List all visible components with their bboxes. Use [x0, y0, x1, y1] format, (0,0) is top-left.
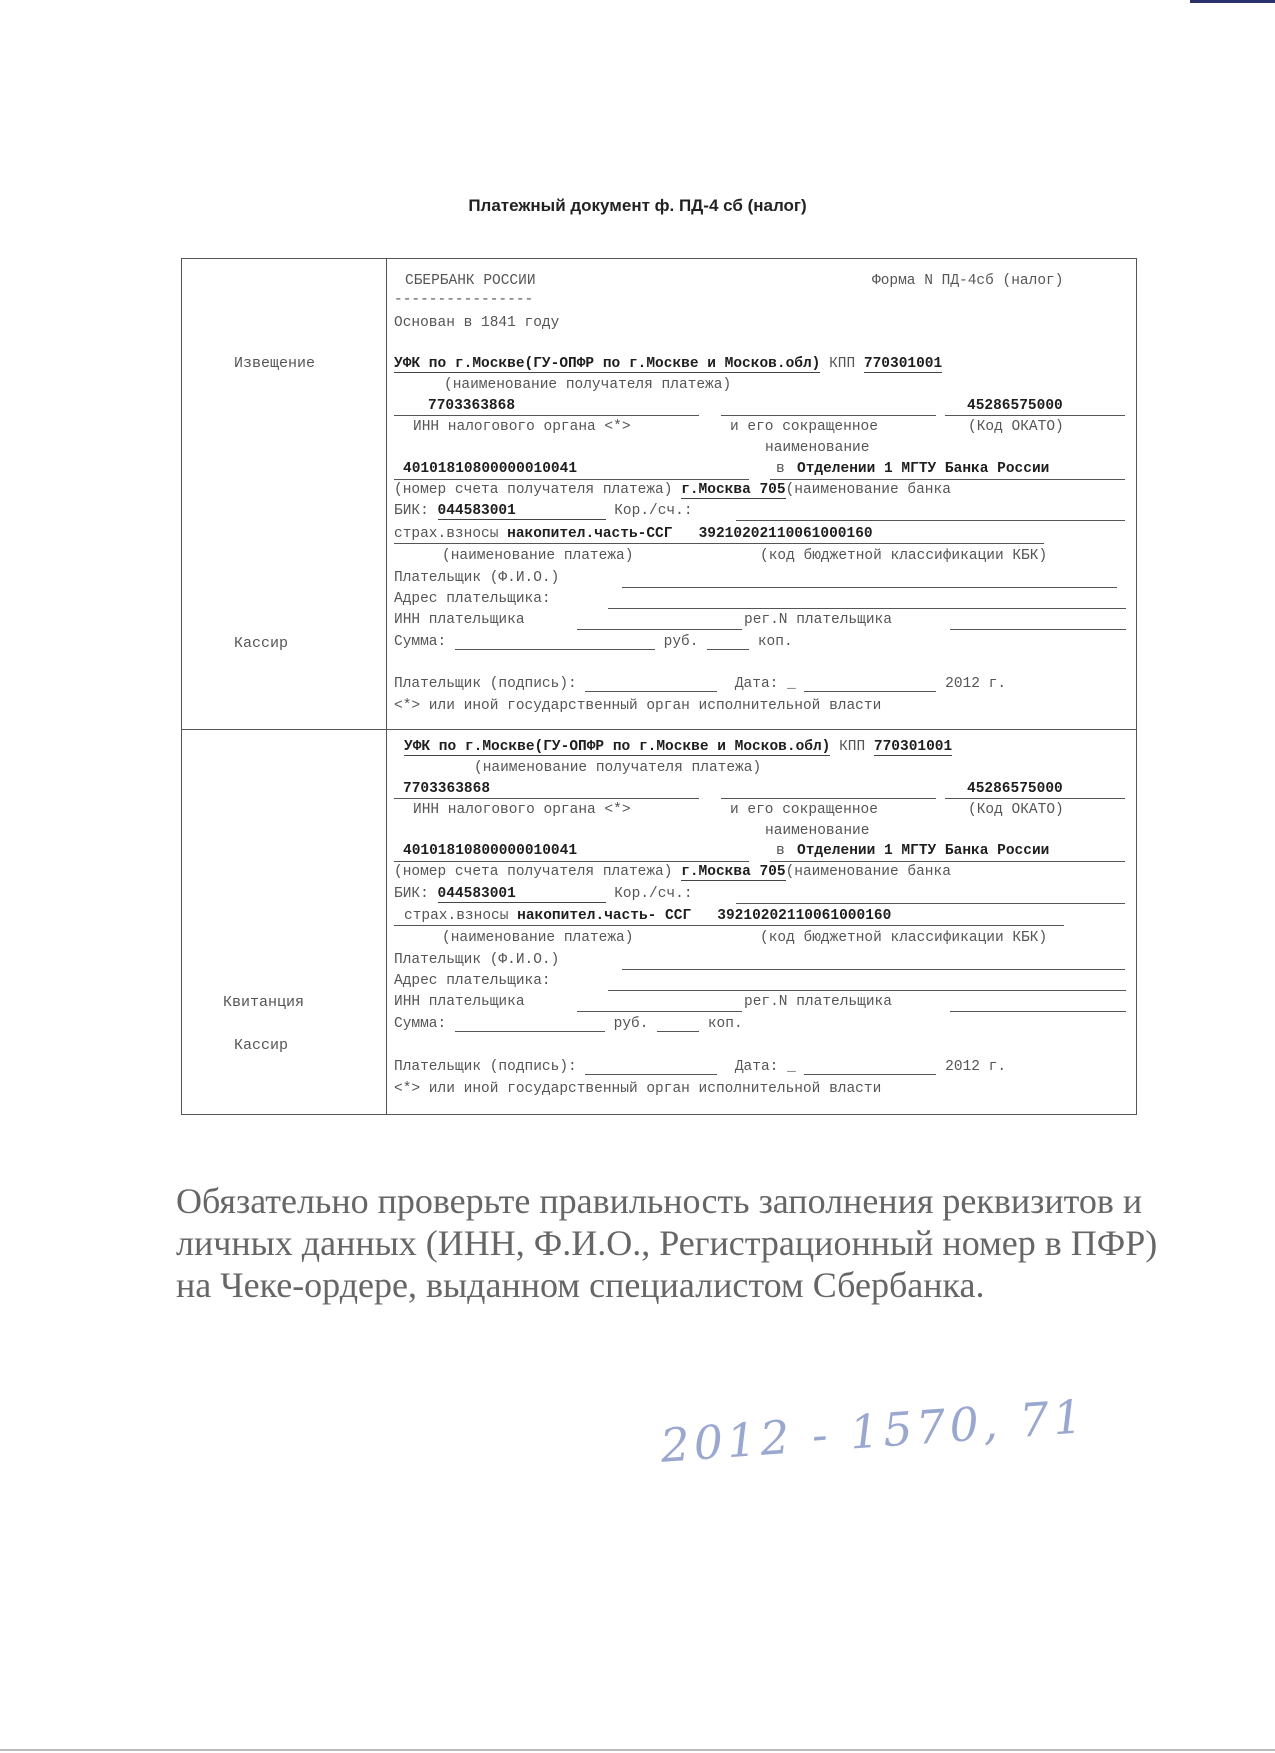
recipient-name-2: УФК по г.Москве(ГУ-ОПФР по г.Москве и Москов.обл)	[404, 739, 831, 755]
side-label-receipt: Квитанция	[223, 994, 305, 1011]
scan-edge-mark	[1190, 0, 1275, 3]
short-name-caption-2: наименование	[765, 440, 870, 456]
date-blank-mark: _	[787, 676, 796, 692]
bank-city: г.Москва 705	[681, 482, 786, 498]
signature-label-2: Плательщик (подпись):	[394, 1059, 577, 1075]
name-underline-2	[721, 798, 936, 799]
in-word-2: в	[776, 843, 785, 859]
bank-branch-2: Отделении 1 МГТУ Банка России	[797, 843, 1050, 859]
scan-bottom-edge	[0, 1749, 1275, 1751]
purpose-caption: (наименование платежа)	[442, 548, 634, 564]
account-value-2: 40101810800000010041	[403, 843, 578, 859]
account-caption: (номер счета получателя платежа)	[394, 482, 673, 498]
column-divider	[386, 258, 387, 1114]
footnote: <*> или иной государственный орган исполнительной власти	[394, 698, 882, 714]
side-label-notice: Извещение	[234, 355, 316, 372]
bank-branch: Отделении 1 МГТУ Банка России	[797, 461, 1050, 477]
bank-underline	[770, 479, 1125, 480]
kpp-label: КПП	[829, 356, 856, 372]
inn-value: 7703363868	[428, 398, 516, 414]
payer-name-blank-2	[622, 969, 1125, 970]
sum-kop-blank	[707, 635, 749, 650]
purpose-prefix: страх.взносы	[394, 526, 499, 542]
kor-label-2: Кор./сч.:	[614, 886, 693, 902]
okato-caption-2: (Код ОКАТО)	[968, 802, 1064, 818]
purpose-line	[394, 526, 873, 542]
signature-line	[394, 676, 1006, 692]
reg-number-blank	[950, 629, 1126, 630]
bank-caption-2: (наименование банка	[785, 864, 951, 880]
account-value: 40101810800000010041	[403, 461, 578, 477]
purpose-underline	[394, 543, 1044, 544]
purpose-prefix-2: страх.взносы	[404, 908, 509, 924]
payer-address-label: Адрес плательщика:	[394, 591, 551, 607]
date-blank	[804, 677, 936, 692]
payer-inn-blank	[577, 629, 742, 630]
sum-label: Сумма:	[394, 634, 447, 650]
kbk-caption: (код бюджетной классификации КБК)	[760, 548, 1048, 564]
okato-underline-2	[945, 798, 1125, 799]
short-name-caption-b: и его сокращенное	[730, 802, 878, 818]
account-line-2b	[394, 864, 951, 881]
inn-underline-2	[394, 798, 699, 799]
purpose-line-2	[404, 908, 891, 924]
bik-value-2: 044583001	[438, 886, 606, 903]
kpp-value-2: 770301001	[873, 739, 953, 755]
bank-city-2: г.Москва 705	[681, 864, 786, 880]
bik-line-2	[394, 886, 693, 903]
purpose-value-2: накопител.часть- ССГ	[517, 908, 692, 924]
signature-line-2	[394, 1059, 1006, 1075]
purpose-caption-2: (наименование платежа)	[442, 930, 634, 946]
kpp-value: 770301001	[863, 356, 943, 372]
sum-kop-blank-2	[657, 1017, 699, 1032]
sum-line-2	[394, 1016, 743, 1032]
reg-number-blank-2	[950, 1011, 1126, 1012]
recipient-caption-2: (наименование получателя платежа)	[474, 760, 762, 776]
kbk-caption-2: (код бюджетной классификации КБК)	[760, 930, 1048, 946]
bik-label-2: БИК:	[394, 886, 429, 902]
date-blank-2	[804, 1060, 936, 1075]
kor-label: Кор./сч.:	[614, 503, 693, 519]
recipient-line-2	[404, 739, 952, 756]
payer-name-label: Плательщик (Ф.И.О.)	[394, 570, 560, 586]
kop-label: коп.	[757, 634, 793, 650]
signature-blank	[585, 677, 717, 692]
account-underline	[394, 479, 749, 480]
year-label-2: 2012 г.	[945, 1059, 1007, 1075]
recipient-caption: (наименование получателя платежа)	[444, 377, 732, 393]
payer-inn-label-2: ИНН плательщика	[394, 994, 525, 1010]
handwritten-number: 2012 - 1570, 71	[658, 1389, 1089, 1473]
date-label-2: Дата:	[734, 1059, 779, 1075]
sum-rub-blank	[455, 635, 655, 650]
rub-label: руб.	[663, 634, 699, 650]
bank-caption: (наименование банка	[785, 482, 951, 498]
kbk-value: 39210202110061000160	[698, 526, 873, 542]
signature-blank-2	[585, 1060, 717, 1075]
side-label-cashier: Кассир	[234, 635, 289, 652]
inn-value-2: 7703363868	[403, 781, 491, 797]
kbk-value-2: 39210202110061000160	[717, 908, 892, 924]
bik-label: БИК:	[394, 503, 429, 519]
in-word: в	[776, 461, 785, 477]
kpp-label-2: КПП	[839, 739, 866, 755]
kor-underline-2	[736, 903, 1125, 904]
okato-value-2: 45286575000	[967, 781, 1063, 797]
signature-label: Плательщик (подпись):	[394, 676, 577, 692]
founded-line: Основан в 1841 году	[394, 315, 560, 331]
payer-inn-label: ИНН плательщика	[394, 612, 525, 628]
inn-caption-2: ИНН налогового органа <*>	[413, 802, 631, 818]
section-divider	[181, 729, 1136, 730]
payer-address-label-2: Адрес плательщика:	[394, 973, 551, 989]
payer-address-blank-2	[608, 990, 1126, 991]
reg-number-label: рег.N плательщика	[744, 612, 892, 628]
footnote-2: <*> или иной государственный орган исполнительной власти	[394, 1081, 882, 1097]
short-name-caption: и его сокращенное	[730, 419, 878, 435]
payer-address-blank	[608, 608, 1126, 609]
sum-line	[394, 634, 793, 650]
short-name-caption-b2: наименование	[765, 823, 870, 839]
date-blank-mark-2: _	[787, 1059, 796, 1075]
account-line-2	[394, 482, 951, 499]
inn-underline	[394, 415, 699, 416]
payer-name-label-2: Плательщик (Ф.И.О.)	[394, 952, 560, 968]
bank-underline-2	[770, 861, 1125, 862]
kop-label-2: коп.	[707, 1016, 743, 1032]
kor-underline	[736, 520, 1125, 521]
sum-label-2: Сумма:	[394, 1016, 447, 1032]
purpose-value: накопител.часть-ССГ	[507, 526, 673, 542]
document-title: Платежный документ ф. ПД-4 сб (налог)	[468, 196, 807, 215]
year-label: 2012 г.	[945, 676, 1007, 692]
payer-inn-blank-2	[577, 1011, 742, 1012]
date-label: Дата:	[734, 676, 779, 692]
purpose-underline-2	[394, 925, 1064, 926]
name-underline	[721, 415, 936, 416]
dash-line: ----------------	[394, 292, 534, 308]
payer-name-blank	[622, 587, 1117, 588]
rub-label-2: руб.	[613, 1016, 649, 1032]
verification-notice: Обязательно проверьте правильность заполнения реквизитов и личных данных (ИНН, Ф.И.О., Регистрационный номер в ПФР) на Чеке-ордере, выданном специалистом Сбербанка.	[176, 1181, 1158, 1305]
bik-value: 044583001	[438, 503, 606, 520]
side-label-cashier-2: Кассир	[234, 1037, 289, 1054]
bik-line	[394, 503, 693, 520]
recipient-line	[394, 356, 942, 373]
sum-rub-blank-2	[455, 1017, 605, 1032]
recipient-name: УФК по г.Москве(ГУ-ОПФР по г.Москве и Москов.обл)	[394, 356, 821, 372]
reg-number-label-2: рег.N плательщика	[744, 994, 892, 1010]
okato-underline	[945, 415, 1125, 416]
account-caption-2: (номер счета получателя платежа)	[394, 864, 673, 880]
account-underline-2	[394, 861, 749, 862]
bank-name: СБЕРБАНК РОССИИ	[405, 273, 536, 289]
form-number: Форма N ПД-4сб (налог)	[872, 273, 1064, 289]
inn-caption: ИНН налогового органа <*>	[413, 419, 631, 435]
okato-caption: (Код ОКАТО)	[968, 419, 1064, 435]
okato-value: 45286575000	[967, 398, 1063, 414]
